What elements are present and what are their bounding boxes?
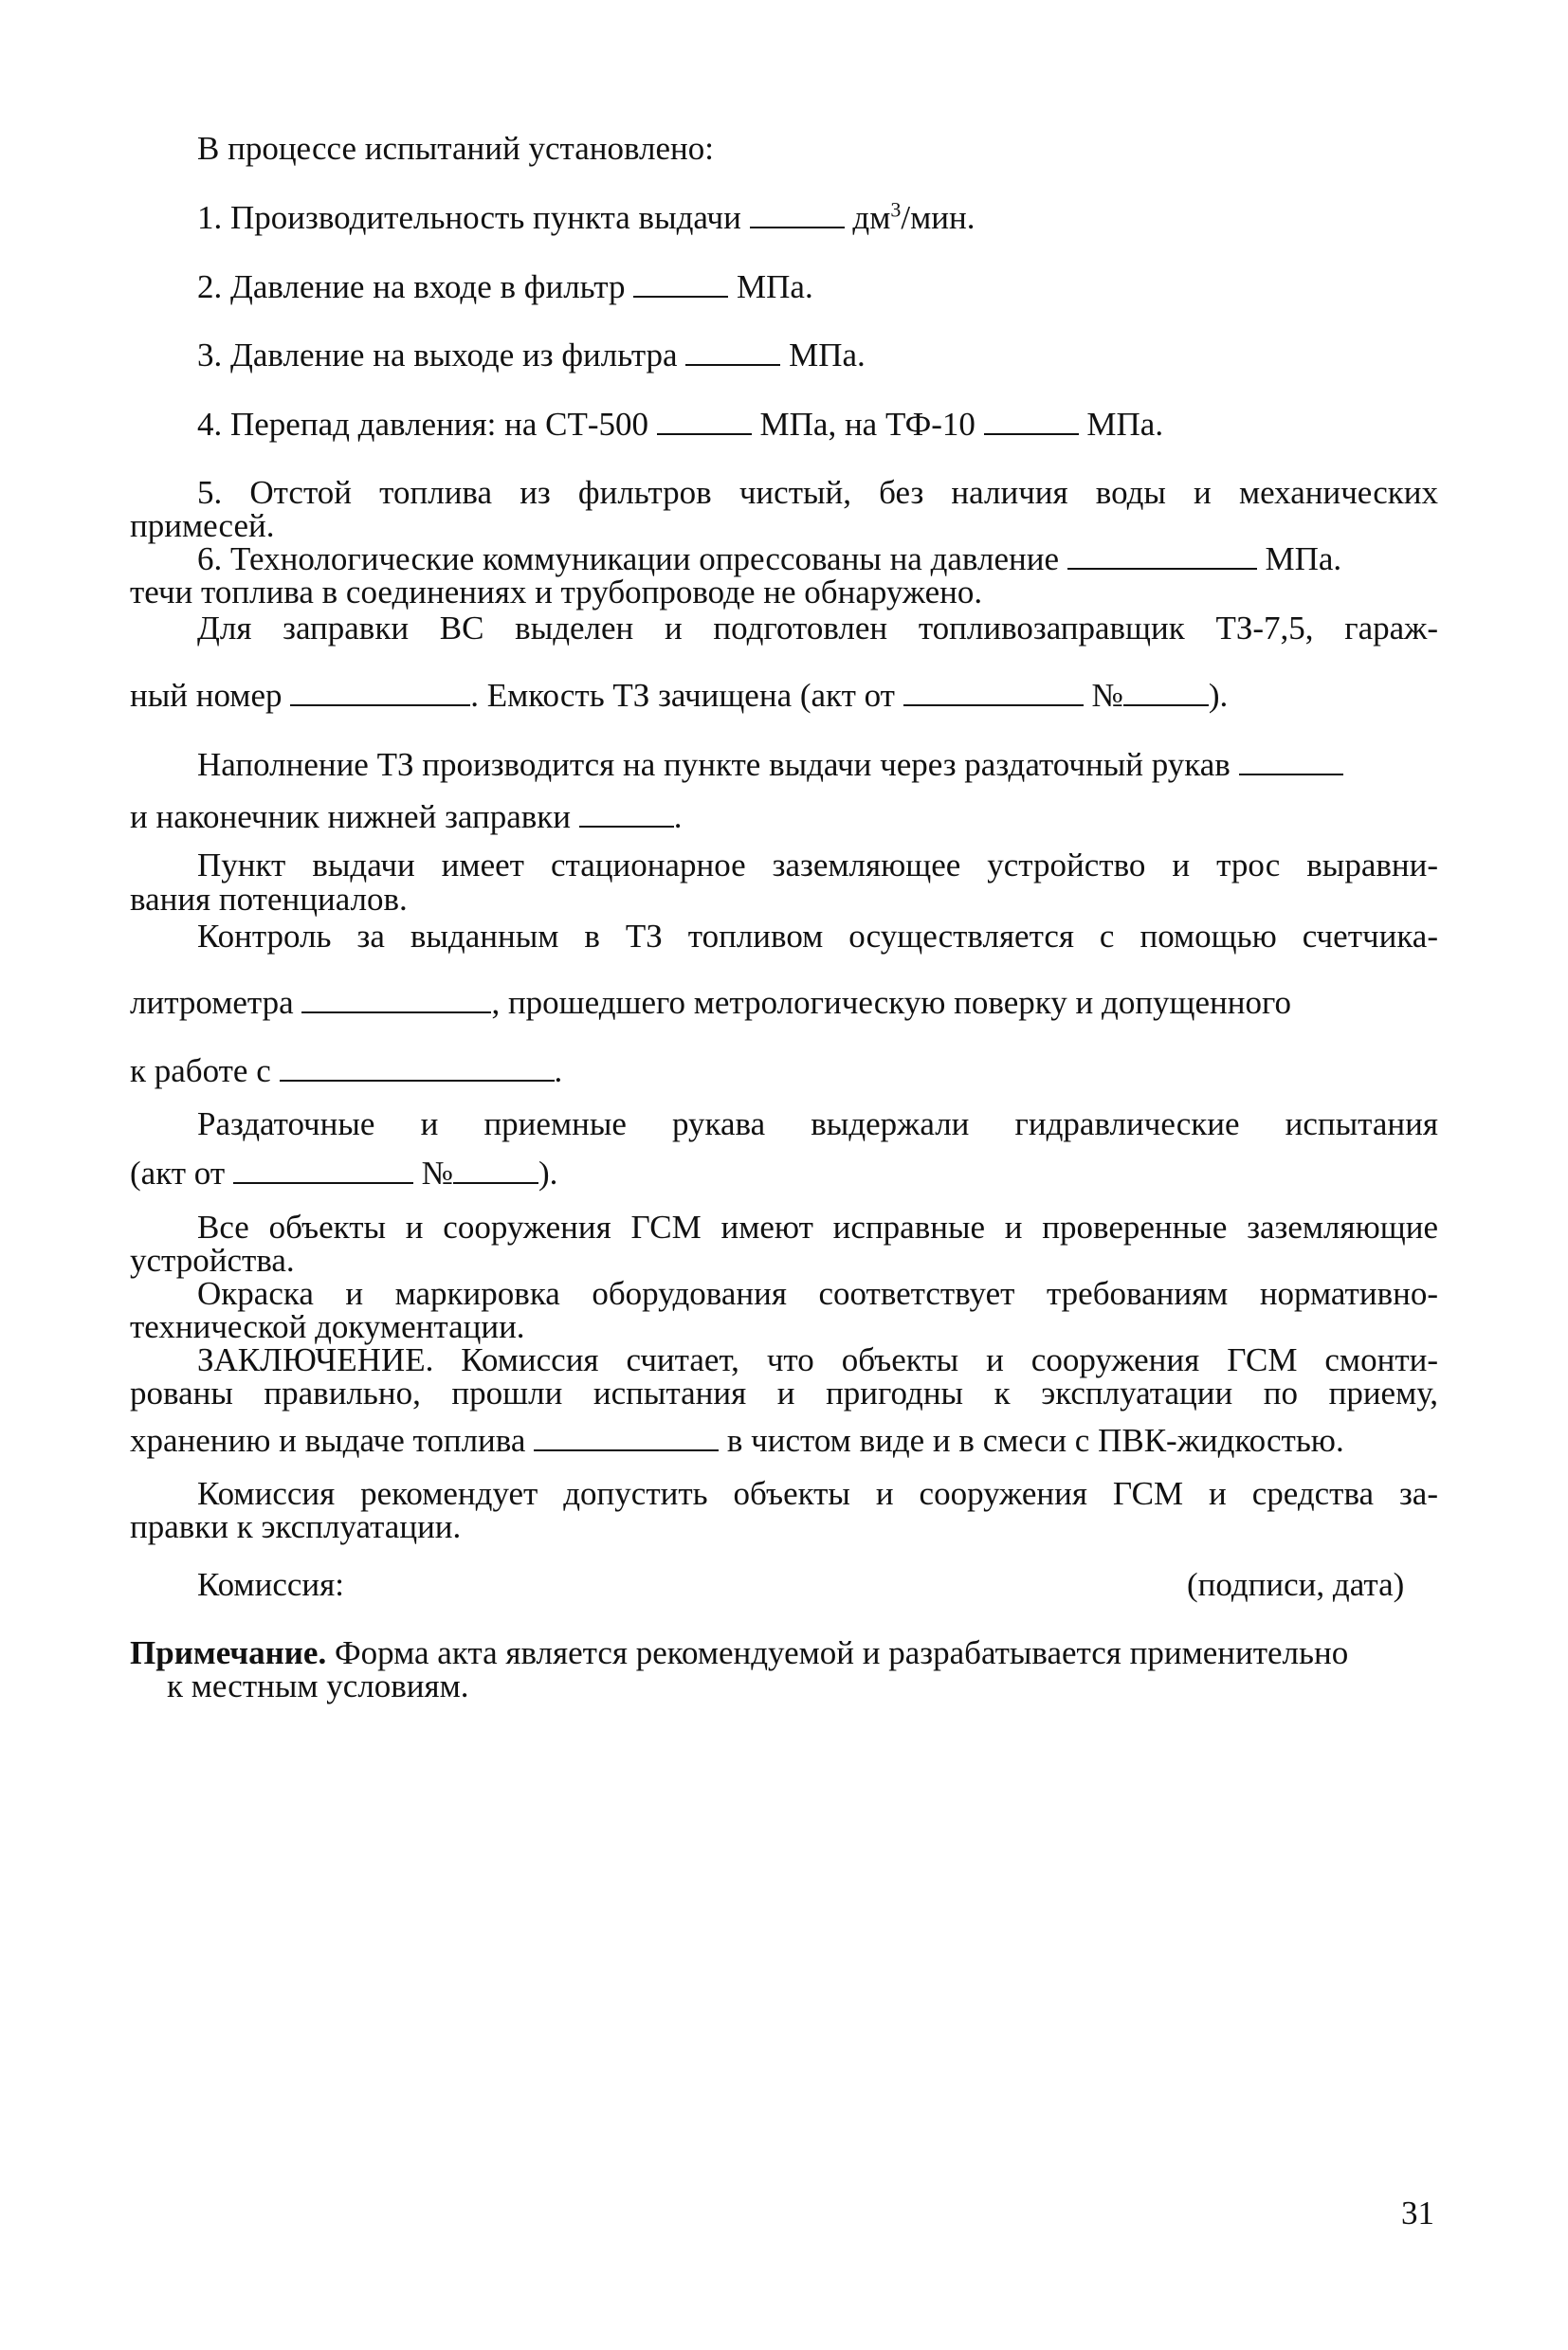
- blank-field[interactable]: [657, 409, 752, 435]
- item-6-line-2: течи топлива в соединениях и трубопроводе не обнаружено.: [130, 574, 983, 610]
- note-line-2: к местным условиям.: [167, 1667, 469, 1704]
- item-5-line-1: 5. Отстой топлива из фильтров чистый, без наличия воды и механических: [197, 474, 1438, 511]
- recommend-line-2: правки к эксплуатации.: [130, 1508, 462, 1545]
- fill-line-1: Наполнение ТЗ производится на пункте выдачи через раздаточный рукав: [197, 746, 1343, 784]
- note-label: Примечание.: [130, 1634, 327, 1671]
- blank-field[interactable]: [290, 680, 470, 706]
- fill-line-2: и наконечник нижней заправки .: [130, 798, 683, 835]
- blank-field[interactable]: [301, 987, 491, 1013]
- blank-field[interactable]: [685, 339, 780, 366]
- item-5-line-2: примесей.: [130, 507, 275, 544]
- conclusion-line-3: хранению и выдаче топлива в чистом виде и в смеси с ПВК-жидкостью.: [130, 1422, 1344, 1459]
- blank-field[interactable]: [633, 271, 728, 298]
- tz-line-2: ный номер . Емкость ТЗ зачищена (акт от № ).: [130, 677, 1229, 714]
- blank-field[interactable]: [280, 1055, 555, 1082]
- item-3: 3. Давление на выходе из фильтра МПа.: [197, 337, 866, 373]
- objects-line-1: Все объекты и сооружения ГСМ имеют исправные и проверенные заземляющие: [197, 1209, 1438, 1246]
- blank-field[interactable]: [984, 409, 1079, 435]
- blank-field[interactable]: [534, 1425, 719, 1451]
- signature-placeholder: (подписи, дата): [1187, 1566, 1405, 1603]
- ground-line-1: Пункт выдачи имеет стационарное заземляющее устройство и трос выравни-: [197, 847, 1438, 884]
- intro-text: В процессе испытаний установлено:: [197, 130, 714, 167]
- item-2: 2. Давление на входе в фильтр МПа.: [197, 268, 813, 305]
- blank-field[interactable]: [1239, 749, 1343, 775]
- commission-label: Комиссия:: [197, 1566, 344, 1603]
- conclusion-line-1: ЗАКЛЮЧЕНИЕ. Комиссия считает, что объекты и сооружения ГСМ смонти-: [197, 1341, 1438, 1378]
- blank-field[interactable]: [579, 801, 674, 828]
- paint-line-1: Окраска и маркировка оборудования соответствует требованиям нормативно-: [197, 1275, 1438, 1312]
- blank-field[interactable]: [453, 1157, 538, 1184]
- blank-field[interactable]: [233, 1157, 413, 1184]
- hoses-line-1: Раздаточные и приемные рукава выдержали гидравлические испытания: [197, 1105, 1438, 1142]
- paint-line-2: технической документации.: [130, 1308, 525, 1345]
- control-line-3: к работе с .: [130, 1052, 563, 1089]
- blank-field[interactable]: [903, 680, 1084, 706]
- item-1: 1. Производительность пункта выдачи $дм^3$/мин.: [197, 197, 975, 236]
- item-6-line-1: 6. Технологические коммуникации опрессованы на давление МПа.: [197, 540, 1342, 577]
- item-4: 4. Перепад давления: на СТ-500 МПа, на ТФ-10 МПа.: [197, 406, 1164, 443]
- blank-field[interactable]: [1123, 680, 1209, 706]
- blank-field[interactable]: [1067, 543, 1257, 570]
- hoses-line-2: (акт от № ).: [130, 1155, 558, 1192]
- conclusion-line-2: рованы правильно, прошли испытания и пригодны к эксплуатации по приему,: [130, 1375, 1438, 1412]
- control-line-2: литрометра , прошедшего метрологическую поверку и допущенного: [130, 984, 1291, 1021]
- ground-line-2: вания потенциалов.: [130, 881, 408, 918]
- objects-line-2: устройства.: [130, 1242, 295, 1279]
- control-line-1: Контроль за выданным в ТЗ топливом осуществляется с помощью счетчика-: [197, 918, 1438, 955]
- recommend-line-1: Комиссия рекомендует допустить объекты и сооружения ГСМ и средства за-: [197, 1475, 1438, 1512]
- page-number: 31: [1401, 2195, 1434, 2232]
- note-line-1: Примечание. Форма акта является рекомендуемой и разрабатывается применительно: [130, 1634, 1349, 1671]
- blank-field[interactable]: [750, 202, 845, 228]
- tz-line-1: Для заправки ВС выделен и подготовлен топливозаправщик ТЗ-7,5, гараж-: [197, 610, 1438, 647]
